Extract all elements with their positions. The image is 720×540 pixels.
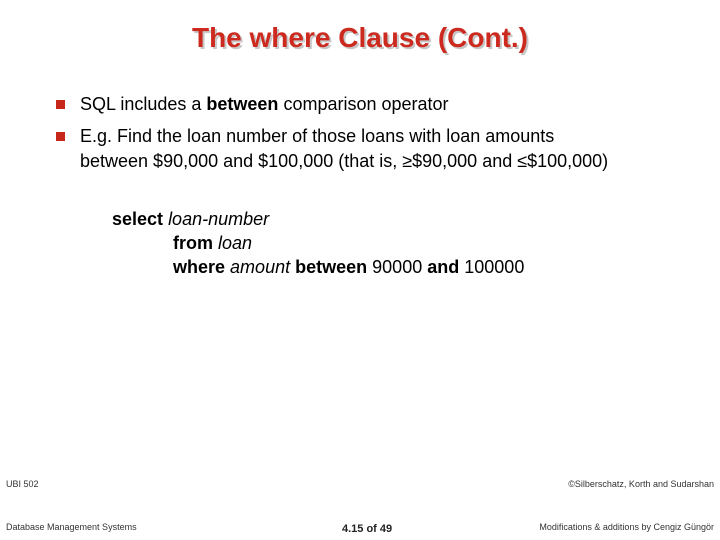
bullet-text	[80, 124, 608, 174]
bullet-text	[80, 92, 449, 117]
footer-modifications: Modifications & additions by Cengiz Güngör	[539, 522, 714, 532]
sql-keyword: and	[427, 257, 460, 277]
square-bullet-icon	[56, 132, 65, 141]
query-where-line	[173, 255, 524, 279]
sql-value: 100000	[464, 257, 525, 277]
footer-page-number: 4.15 of 49	[342, 523, 393, 535]
sql-keyword: select	[112, 209, 164, 229]
sql-value: 90000	[372, 257, 423, 277]
bullet-text-part: comparison operator	[278, 94, 449, 114]
sql-attribute: loan-number	[168, 209, 270, 229]
footer-copyright: ©Silberschatz, Korth and Sudarshan	[568, 479, 714, 489]
footer-course-code: UBI 502	[6, 479, 39, 489]
sql-relation: loan	[218, 233, 253, 253]
slide-title: The where Clause (Cont.)	[191, 22, 529, 53]
sql-attribute: amount	[230, 257, 291, 277]
bullet-text-part: SQL includes a	[80, 94, 207, 114]
bullet-line: E.g. Find the loan number of those loans with loan amounts	[80, 126, 555, 146]
bullet-keyword: between	[206, 94, 279, 114]
sql-keyword: from	[173, 233, 213, 253]
footer-course-title: Database Management Systems	[6, 522, 137, 532]
query-from-line	[173, 231, 252, 255]
query-select-line	[112, 207, 269, 231]
bullet-line: between $90,000 and $100,000 (that is, ≥$90,000 and ≤$100,000)	[80, 151, 609, 171]
sql-keyword: between	[295, 257, 368, 277]
square-bullet-icon	[56, 100, 65, 109]
sql-keyword: where	[173, 257, 226, 277]
